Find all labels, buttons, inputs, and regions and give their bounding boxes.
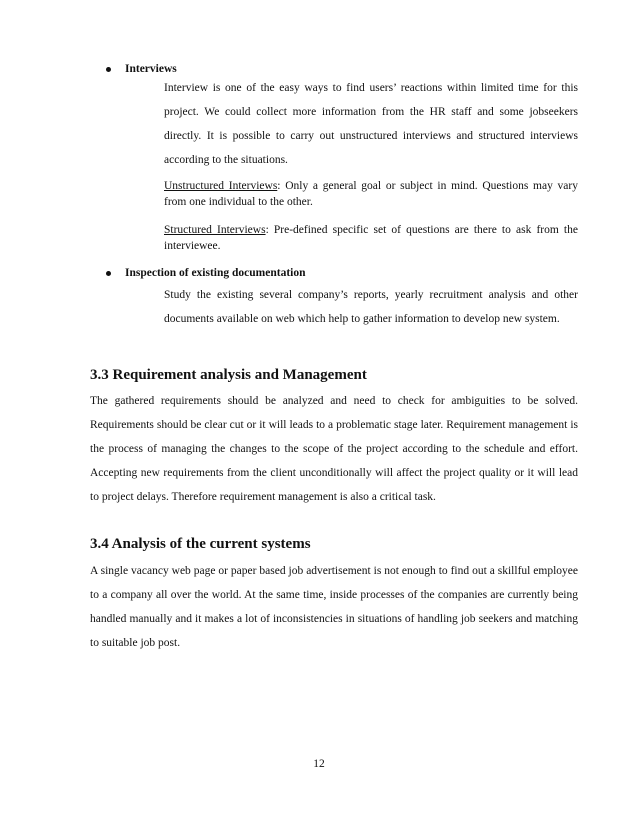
- unstructured-interviews-definition: [164, 178, 578, 210]
- structured-interviews-term: Structured Interviews: [164, 224, 266, 236]
- unstructured-interviews-text: : Only a general goal or subject in mind. Questions may vary from one individual to the other.: [164, 180, 578, 208]
- structured-interviews-definition: [164, 222, 578, 254]
- section-3-4-heading: 3.4 Analysis of the current systems: [90, 536, 311, 552]
- page-number: 12: [313, 758, 325, 770]
- unstructured-interviews-term: Unstructured Interviews: [164, 180, 278, 192]
- section-3-3-heading: 3.3 Requirement analysis and Management: [90, 367, 367, 383]
- interviews-paragraph: Interview is one of the easy ways to find users’ reactions within limited time for this project. We could collect more information from the HR staff and some jobseekers directly. It is possible to carry out unstructured interviews and structured interviews according to the situations.: [164, 82, 578, 166]
- section-3-4-paragraph: A single vacancy web page or paper based job advertisement is not enough to find out a skillful employee to a company all over the world. At the same time, inside processes of the companies are currently being handled manually and it makes a lot of inconsistencies in situations of handling job seekers and matching to suitable job post.: [90, 565, 578, 649]
- bullet-dot-icon: [106, 271, 111, 276]
- bullet-interviews-title: Interviews: [125, 63, 177, 75]
- bullet-inspection: [106, 266, 306, 280]
- structured-interviews-text: : Pre-defined specific set of questions are there to ask from the interviewee.: [164, 224, 578, 252]
- bullet-dot-icon: [106, 67, 111, 72]
- inspection-paragraph: Study the existing several company’s reports, yearly recruitment analysis and other documents available on web which help to gather information to develop new system.: [164, 289, 578, 325]
- section-3-3-paragraph: The gathered requirements should be analyzed and need to check for ambiguities to be solved. Requirements should be clear cut or it will leads to a problematic stage later. Requirement management is the process of managing the changes to the scope of the project according to the schedule and effort. Accepting new requirements from the client unconditionally will affect the project quality or it will lead to project delays. Therefore requirement management is also a critical task.: [90, 395, 578, 503]
- bullet-inspection-title: Inspection of existing documentation: [125, 267, 306, 279]
- bullet-interviews: [106, 62, 177, 76]
